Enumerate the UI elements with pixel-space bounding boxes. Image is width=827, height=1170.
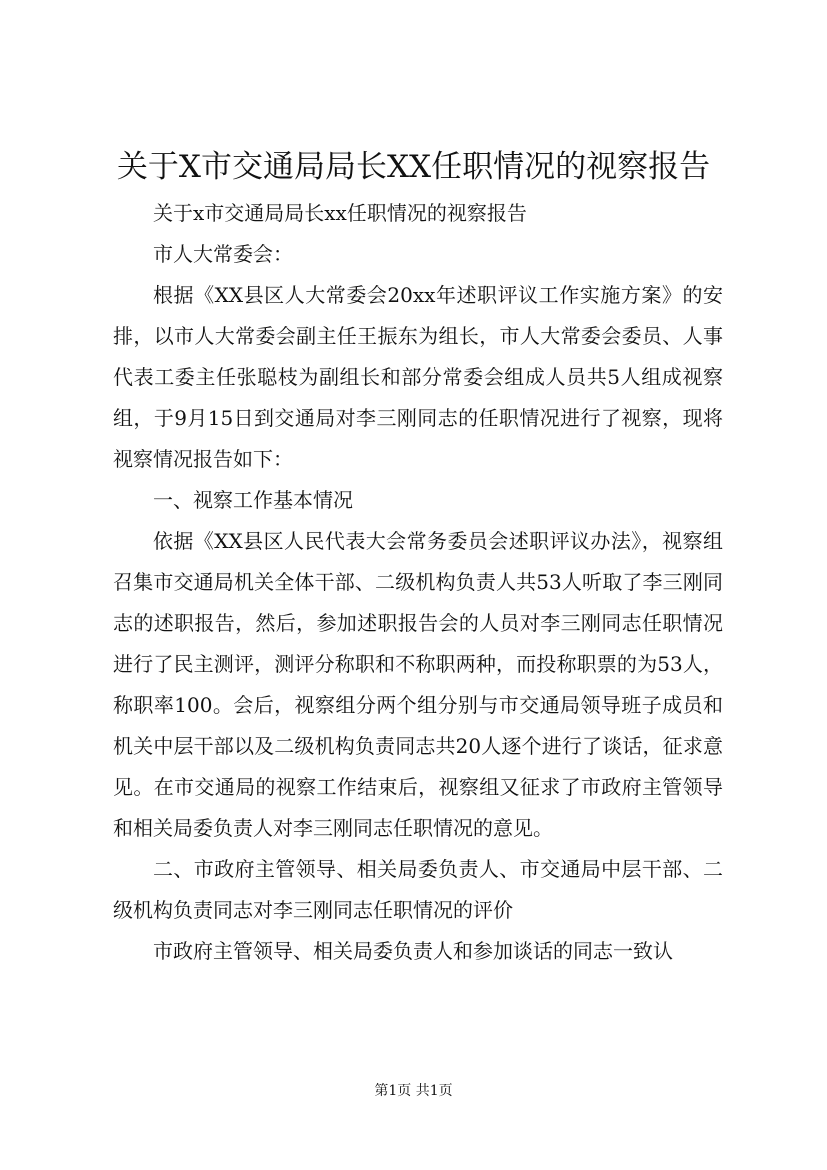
body-paragraph: 市政府主管领导、相关局委负责人和参加谈话的同志一致认	[153, 939, 673, 963]
body-paragraph: 市人大常委会：	[153, 242, 293, 266]
section-heading: 一、视察工作基本情况	[153, 488, 353, 512]
body-paragraph: 依据《XX县区人民代表大会常务委员会述职评议办法》，视察组召集市交通局机关全体干部、二级机构负责人共53人听取了李三刚同志的述职报告，然后，参加述职报告会的人员对李三刚同志任职情况进行了民主测评，测评分称职和不称职两种，而投称职票的为53人，称职率100。会后，视察组分两个组分别与市交通局领导班子成员和机关中层干部以及二级机构负责同志共20人逐个进行了谈话，征求意见。在市交通局的视察工作结束后，视察组又征求了市政府主管领导和相关局委负责人对李三刚同志任职情况的意见。	[113, 529, 723, 840]
body-paragraph: 关于x市交通局局长xx任职情况的视察报告	[153, 201, 527, 225]
section-heading: 二、市政府主管领导、相关局委负责人、市交通局中层干部、二级机构负责同志对李三刚同志任职情况的评价	[113, 857, 723, 922]
page-footer: 第1页 共1页	[374, 1083, 453, 1099]
document-title: 关于X市交通局局长XX任职情况的视察报告	[116, 149, 711, 185]
document-body	[113, 193, 723, 972]
body-paragraph: 根据《XX县区人大常委会20xx年述职评议工作实施方案》的安排，以市人大常委会副主任王振东为组长，市人大常委会委员、人事代表工委主任张聪枝为副组长和部分常委会组成人员共5人组成视察组，于9月15日到交通局对李三刚同志的任职情况进行了视察，现将视察情况报告如下：	[113, 283, 723, 471]
